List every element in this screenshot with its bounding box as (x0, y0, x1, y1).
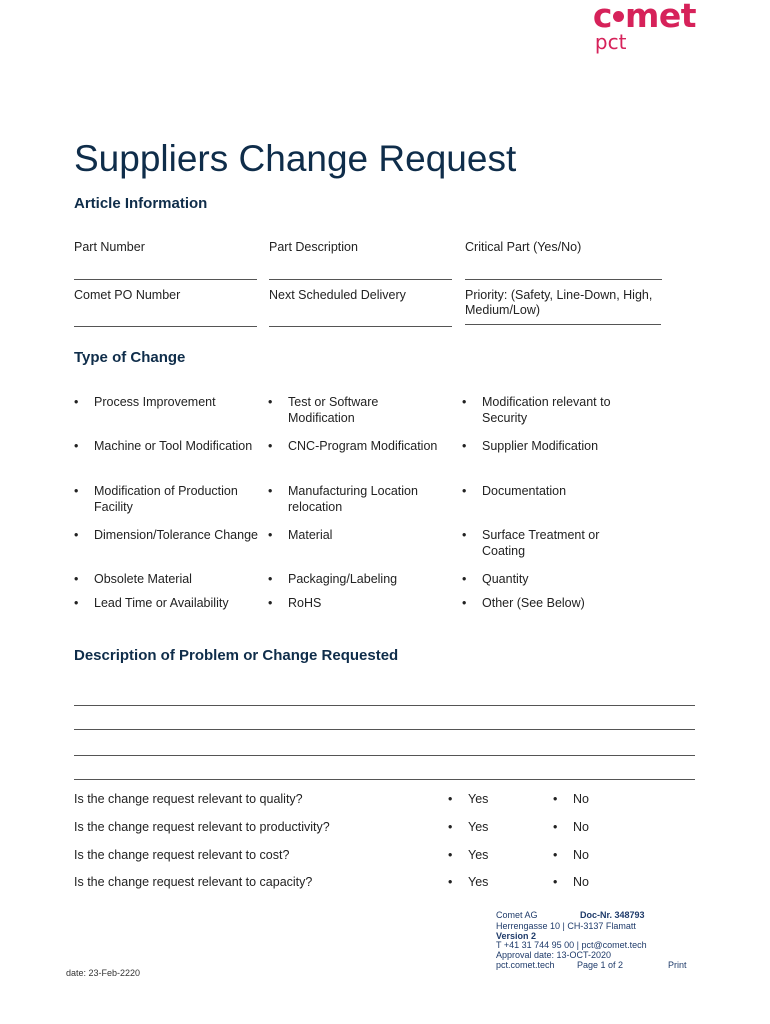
print-link[interactable]: Print (668, 960, 687, 970)
change-type-label: Test or Software Modification (288, 395, 379, 425)
bullet-icon: • (74, 572, 79, 586)
bullet-icon: • (268, 572, 273, 586)
answer-label: Yes (468, 848, 489, 862)
footer-page-number: Page 1 of 2 (577, 960, 624, 970)
bullet-icon: • (74, 528, 79, 542)
article-information-heading: Article Information (74, 195, 208, 212)
bullet-icon: • (448, 875, 453, 889)
bullet-icon: • (553, 875, 558, 889)
relevance-question: Is the change request relevant to productivity? (74, 820, 330, 834)
change-type-label: Surface Treatment or Coating (482, 528, 600, 558)
footer-date: date: 23-Feb-2220 (66, 968, 141, 978)
bullet-icon: • (74, 395, 79, 409)
change-type-label: Obsolete Material (94, 572, 192, 586)
part-description-label: Part Description (269, 240, 358, 254)
logo-wordmark: c met (592, 0, 696, 35)
footer-approval-date: Approval date: 13-OCT-2020 (496, 950, 612, 960)
description-line-3[interactable] (74, 755, 695, 756)
description-line-2[interactable] (74, 729, 695, 730)
change-type-label: Material (288, 528, 333, 542)
change-type-label: Quantity (482, 572, 529, 586)
change-type-label: Modification relevant to Security (482, 395, 611, 425)
logo-dot-icon (613, 11, 624, 22)
description-heading: Description of Problem or Change Requested (74, 647, 399, 664)
change-type-label: Modification of Production Facility (94, 484, 238, 514)
type-of-change-heading: Type of Change (74, 349, 186, 366)
change-type-label: Dimension/Tolerance Change (94, 528, 258, 542)
footer-website: pct.comet.tech (496, 960, 555, 970)
critical-part-field[interactable] (465, 279, 662, 280)
bullet-icon: • (74, 484, 79, 498)
change-type-label: Packaging/Labeling (288, 572, 398, 586)
bullet-icon: • (553, 820, 558, 834)
footer-address: Herrengasse 10 | CH-3137 Flamatt (496, 921, 636, 931)
part-number-field[interactable] (74, 279, 257, 280)
description-line-1[interactable] (74, 705, 695, 706)
bullet-icon: • (553, 848, 558, 862)
bullet-icon: • (268, 596, 273, 610)
footer-contact: T +41 31 744 95 00 | pct@comet.tech (496, 940, 647, 950)
footer-version: Version 2 (496, 931, 537, 941)
bullet-icon: • (448, 792, 453, 806)
answer-label: No (573, 820, 589, 834)
bullet-icon: • (462, 439, 467, 453)
footer-doc-nr: Doc-Nr. 348793 (580, 910, 645, 920)
comet-po-number-field[interactable] (74, 326, 257, 327)
part-description-field[interactable] (269, 279, 452, 280)
comet-logo (593, 0, 696, 52)
answer-label: Yes (468, 820, 489, 834)
bullet-icon: • (74, 439, 79, 453)
answer-label: No (573, 792, 589, 806)
bullet-icon: • (448, 848, 453, 862)
comet-po-number-label: Comet PO Number (74, 288, 181, 302)
answer-label: No (573, 875, 589, 889)
footer-company: Comet AG (496, 910, 538, 920)
page-title: Suppliers Change Request (74, 138, 517, 179)
bullet-icon: • (553, 792, 558, 806)
answer-label: No (573, 848, 589, 862)
part-number-label: Part Number (74, 240, 145, 254)
relevance-question: Is the change request relevant to capacity? (74, 875, 313, 889)
change-type-label: CNC-Program Modification (288, 439, 438, 453)
change-type-label: Supplier Modification (482, 439, 599, 453)
next-scheduled-delivery-label: Next Scheduled Delivery (269, 288, 406, 302)
logo-subtitle: pct (594, 30, 627, 54)
relevance-question: Is the change request relevant to cost? (74, 848, 290, 862)
bullet-icon: • (268, 528, 273, 542)
bullet-icon: • (268, 439, 273, 453)
description-line-4[interactable] (74, 779, 695, 780)
bullet-icon: • (462, 596, 467, 610)
bullet-icon: • (462, 395, 467, 409)
change-type-label: Documentation (482, 484, 567, 498)
relevance-question: Is the change request relevant to quality? (74, 792, 303, 806)
priority-label: Priority: (Safety, Line-Down, High, Medium/Low) (465, 288, 653, 317)
change-type-label: Other (See Below) (482, 596, 585, 610)
change-type-label: Process Improvement (94, 395, 216, 409)
bullet-icon: • (74, 596, 79, 610)
answer-label: Yes (468, 792, 489, 806)
bullet-icon: • (462, 528, 467, 542)
next-scheduled-delivery-field[interactable] (269, 326, 452, 327)
change-type-label: Machine or Tool Modification (94, 439, 253, 453)
critical-part-label: Critical Part (Yes/No) (465, 240, 582, 254)
bullet-icon: • (462, 572, 467, 586)
bullet-icon: • (448, 820, 453, 834)
bullet-icon: • (462, 484, 467, 498)
bullet-icon: • (268, 484, 273, 498)
bullet-icon: • (268, 395, 273, 409)
change-type-label: RoHS (288, 596, 322, 610)
priority-field[interactable] (465, 324, 661, 325)
answer-label: Yes (468, 875, 489, 889)
change-type-label: Lead Time or Availability (94, 596, 229, 610)
change-type-label: Manufacturing Location relocation (288, 484, 418, 514)
